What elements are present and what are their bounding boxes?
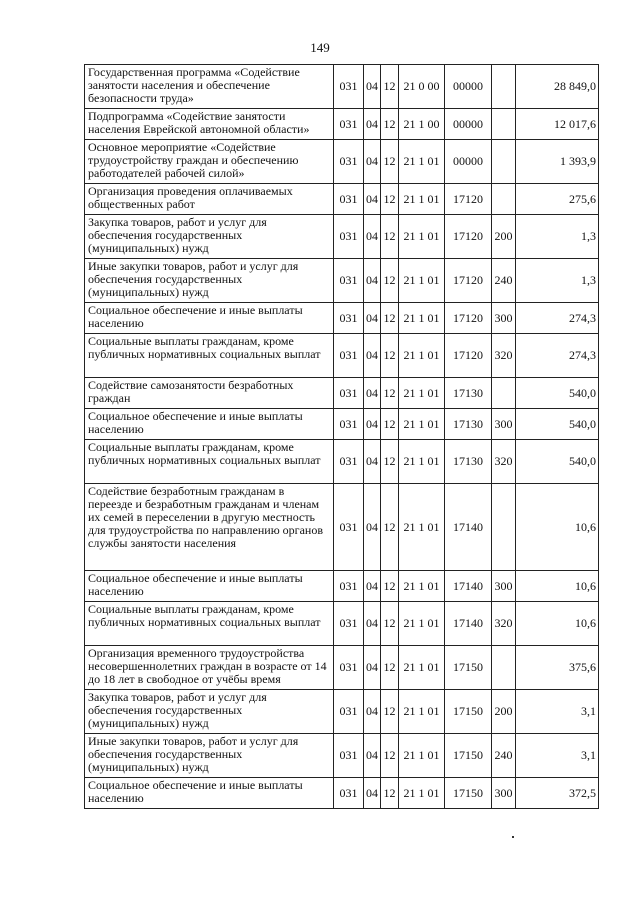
table-row bbox=[85, 65, 599, 109]
table-row bbox=[85, 484, 599, 571]
row-expense-type-code: 300 bbox=[492, 571, 516, 602]
row-subsection-code: 12 bbox=[381, 646, 399, 690]
row-expense-type-code: 300 bbox=[492, 778, 516, 809]
row-subsection-code: 12 bbox=[381, 140, 399, 184]
row-program-code: 21 1 01 bbox=[399, 334, 445, 378]
row-amount: 274,3 bbox=[516, 334, 599, 378]
row-program-code: 21 1 01 bbox=[399, 690, 445, 734]
row-direction-code: 17120 bbox=[445, 334, 492, 378]
row-name: Социальные выплаты гражданам, кроме публичных нормативных социальных выплат bbox=[85, 440, 334, 484]
row-program-code: 21 1 01 bbox=[399, 409, 445, 440]
row-name: Организация проведения оплачиваемых общественных работ bbox=[85, 184, 334, 215]
row-direction-code: 17120 bbox=[445, 215, 492, 259]
row-section-code: 04 bbox=[364, 440, 381, 484]
row-amount: 274,3 bbox=[516, 303, 599, 334]
row-name: Социальные выплаты гражданам, кроме публичных нормативных социальных выплат bbox=[85, 602, 334, 646]
row-direction-code: 17130 bbox=[445, 440, 492, 484]
row-amount: 1,3 bbox=[516, 259, 599, 303]
row-program-code: 21 0 00 bbox=[399, 65, 445, 109]
row-direction-code: 17150 bbox=[445, 690, 492, 734]
row-name: Социальное обеспечение и иные выплаты населению bbox=[85, 409, 334, 440]
row-expense-type-code: 320 bbox=[492, 334, 516, 378]
row-direction-code: 17130 bbox=[445, 378, 492, 409]
row-grbs-code: 031 bbox=[334, 303, 364, 334]
row-expense-type-code: 300 bbox=[492, 409, 516, 440]
row-amount: 372,5 bbox=[516, 778, 599, 809]
row-subsection-code: 12 bbox=[381, 484, 399, 571]
row-grbs-code: 031 bbox=[334, 109, 364, 140]
row-expense-type-code: 200 bbox=[492, 690, 516, 734]
table-row bbox=[85, 303, 599, 334]
row-section-code: 04 bbox=[364, 109, 381, 140]
row-subsection-code: 12 bbox=[381, 602, 399, 646]
row-subsection-code: 12 bbox=[381, 334, 399, 378]
row-direction-code: 00000 bbox=[445, 140, 492, 184]
row-amount: 10,6 bbox=[516, 571, 599, 602]
row-grbs-code: 031 bbox=[334, 778, 364, 809]
table-row bbox=[85, 215, 599, 259]
row-name: Основное мероприятие «Содействие трудоустройству граждан и обеспечению работодателей рабочей силой» bbox=[85, 140, 334, 184]
row-section-code: 04 bbox=[364, 259, 381, 303]
row-grbs-code: 031 bbox=[334, 65, 364, 109]
row-expense-type-code bbox=[492, 646, 516, 690]
row-name: Подпрограмма «Содействие занятости населения Еврейской автономной области» bbox=[85, 109, 334, 140]
row-grbs-code: 031 bbox=[334, 409, 364, 440]
row-section-code: 04 bbox=[364, 571, 381, 602]
budget-table bbox=[84, 64, 599, 809]
table-row bbox=[85, 690, 599, 734]
row-subsection-code: 12 bbox=[381, 409, 399, 440]
row-section-code: 04 bbox=[364, 602, 381, 646]
row-subsection-code: 12 bbox=[381, 440, 399, 484]
row-name: Социальное обеспечение и иные выплаты населению bbox=[85, 303, 334, 334]
row-program-code: 21 1 01 bbox=[399, 734, 445, 778]
table-row bbox=[85, 184, 599, 215]
row-grbs-code: 031 bbox=[334, 690, 364, 734]
row-subsection-code: 12 bbox=[381, 215, 399, 259]
row-program-code: 21 1 01 bbox=[399, 259, 445, 303]
row-grbs-code: 031 bbox=[334, 140, 364, 184]
row-amount: 540,0 bbox=[516, 378, 599, 409]
row-expense-type-code: 300 bbox=[492, 303, 516, 334]
table-row bbox=[85, 109, 599, 140]
row-direction-code: 17130 bbox=[445, 409, 492, 440]
row-subsection-code: 12 bbox=[381, 65, 399, 109]
page-number: 149 bbox=[310, 40, 330, 55]
table-row bbox=[85, 259, 599, 303]
row-direction-code: 17120 bbox=[445, 303, 492, 334]
row-subsection-code: 12 bbox=[381, 109, 399, 140]
row-subsection-code: 12 bbox=[381, 571, 399, 602]
row-name: Иные закупки товаров, работ и услуг для обеспечения государственных (муниципальных) нужд bbox=[85, 259, 334, 303]
row-expense-type-code bbox=[492, 140, 516, 184]
row-name: Содействие безработным гражданам в переезде и безработным гражданам и членам их семей в переселении в другую местность для трудоустройства по направлению органов службы занятости населения bbox=[85, 484, 334, 571]
table-row bbox=[85, 734, 599, 778]
row-subsection-code: 12 bbox=[381, 378, 399, 409]
table-row bbox=[85, 646, 599, 690]
row-program-code: 21 1 01 bbox=[399, 602, 445, 646]
row-amount: 540,0 bbox=[516, 440, 599, 484]
row-expense-type-code bbox=[492, 65, 516, 109]
row-name: Социальное обеспечение и иные выплаты населению bbox=[85, 778, 334, 809]
row-expense-type-code bbox=[492, 484, 516, 571]
row-direction-code: 00000 bbox=[445, 109, 492, 140]
table-row bbox=[85, 140, 599, 184]
row-program-code: 21 1 01 bbox=[399, 215, 445, 259]
row-section-code: 04 bbox=[364, 378, 381, 409]
row-section-code: 04 bbox=[364, 409, 381, 440]
row-section-code: 04 bbox=[364, 484, 381, 571]
row-section-code: 04 bbox=[364, 215, 381, 259]
row-grbs-code: 031 bbox=[334, 334, 364, 378]
row-amount: 10,6 bbox=[516, 484, 599, 571]
row-subsection-code: 12 bbox=[381, 690, 399, 734]
row-amount: 12 017,6 bbox=[516, 109, 599, 140]
row-direction-code: 17150 bbox=[445, 646, 492, 690]
row-direction-code: 17140 bbox=[445, 602, 492, 646]
row-subsection-code: 12 bbox=[381, 259, 399, 303]
row-section-code: 04 bbox=[364, 734, 381, 778]
row-name: Закупка товаров, работ и услуг для обеспечения государственных (муниципальных) нужд bbox=[85, 690, 334, 734]
row-section-code: 04 bbox=[364, 184, 381, 215]
row-expense-type-code: 320 bbox=[492, 602, 516, 646]
row-section-code: 04 bbox=[364, 778, 381, 809]
row-direction-code: 17120 bbox=[445, 259, 492, 303]
row-amount: 3,1 bbox=[516, 734, 599, 778]
row-amount: 1,3 bbox=[516, 215, 599, 259]
row-direction-code: 17150 bbox=[445, 734, 492, 778]
row-amount: 275,6 bbox=[516, 184, 599, 215]
row-name: Социальное обеспечение и иные выплаты населению bbox=[85, 571, 334, 602]
row-expense-type-code bbox=[492, 378, 516, 409]
row-grbs-code: 031 bbox=[334, 378, 364, 409]
row-name: Организация временного трудоустройства несовершеннолетних граждан в возрасте от 14 до 18 лет в свободное от учёбы время bbox=[85, 646, 334, 690]
row-name: Социальные выплаты гражданам, кроме публичных нормативных социальных выплат bbox=[85, 334, 334, 378]
row-subsection-code: 12 bbox=[381, 184, 399, 215]
table-row bbox=[85, 778, 599, 809]
row-amount: 10,6 bbox=[516, 602, 599, 646]
row-subsection-code: 12 bbox=[381, 778, 399, 809]
row-amount: 28 849,0 bbox=[516, 65, 599, 109]
row-section-code: 04 bbox=[364, 690, 381, 734]
table-row bbox=[85, 602, 599, 646]
row-name: Содействие самозанятости безработных граждан bbox=[85, 378, 334, 409]
row-program-code: 21 1 01 bbox=[399, 440, 445, 484]
row-direction-code: 17140 bbox=[445, 571, 492, 602]
row-amount: 3,1 bbox=[516, 690, 599, 734]
row-name: Государственная программа «Содействие занятости населения и обеспечение безопасности труда» bbox=[85, 65, 334, 109]
row-section-code: 04 bbox=[364, 65, 381, 109]
row-section-code: 04 bbox=[364, 646, 381, 690]
row-expense-type-code bbox=[492, 184, 516, 215]
row-name: Иные закупки товаров, работ и услуг для обеспечения государственных (муниципальных) нужд bbox=[85, 734, 334, 778]
row-direction-code: 17120 bbox=[445, 184, 492, 215]
row-program-code: 21 1 01 bbox=[399, 303, 445, 334]
row-section-code: 04 bbox=[364, 140, 381, 184]
row-grbs-code: 031 bbox=[334, 734, 364, 778]
table-body bbox=[85, 65, 599, 809]
row-program-code: 21 1 01 bbox=[399, 140, 445, 184]
row-subsection-code: 12 bbox=[381, 734, 399, 778]
row-direction-code: 17150 bbox=[445, 778, 492, 809]
row-grbs-code: 031 bbox=[334, 646, 364, 690]
row-section-code: 04 bbox=[364, 303, 381, 334]
row-program-code: 21 1 01 bbox=[399, 184, 445, 215]
row-amount: 1 393,9 bbox=[516, 140, 599, 184]
row-direction-code: 17140 bbox=[445, 484, 492, 571]
row-expense-type-code: 320 bbox=[492, 440, 516, 484]
stray-mark bbox=[512, 836, 514, 838]
row-program-code: 21 1 01 bbox=[399, 484, 445, 571]
row-grbs-code: 031 bbox=[334, 440, 364, 484]
row-name: Закупка товаров, работ и услуг для обеспечения государственных (муниципальных) нужд bbox=[85, 215, 334, 259]
row-expense-type-code bbox=[492, 109, 516, 140]
row-expense-type-code: 200 bbox=[492, 215, 516, 259]
row-amount: 375,6 bbox=[516, 646, 599, 690]
row-section-code: 04 bbox=[364, 334, 381, 378]
row-amount: 540,0 bbox=[516, 409, 599, 440]
table-row bbox=[85, 440, 599, 484]
row-grbs-code: 031 bbox=[334, 602, 364, 646]
row-subsection-code: 12 bbox=[381, 303, 399, 334]
table-row bbox=[85, 409, 599, 440]
row-expense-type-code: 240 bbox=[492, 259, 516, 303]
row-grbs-code: 031 bbox=[334, 259, 364, 303]
table-row bbox=[85, 571, 599, 602]
row-grbs-code: 031 bbox=[334, 215, 364, 259]
table-row bbox=[85, 378, 599, 409]
row-program-code: 21 1 00 bbox=[399, 109, 445, 140]
row-grbs-code: 031 bbox=[334, 484, 364, 571]
row-program-code: 21 1 01 bbox=[399, 778, 445, 809]
row-program-code: 21 1 01 bbox=[399, 646, 445, 690]
row-expense-type-code: 240 bbox=[492, 734, 516, 778]
table-row bbox=[85, 334, 599, 378]
row-grbs-code: 031 bbox=[334, 184, 364, 215]
row-program-code: 21 1 01 bbox=[399, 378, 445, 409]
row-grbs-code: 031 bbox=[334, 571, 364, 602]
row-direction-code: 00000 bbox=[445, 65, 492, 109]
row-program-code: 21 1 01 bbox=[399, 571, 445, 602]
